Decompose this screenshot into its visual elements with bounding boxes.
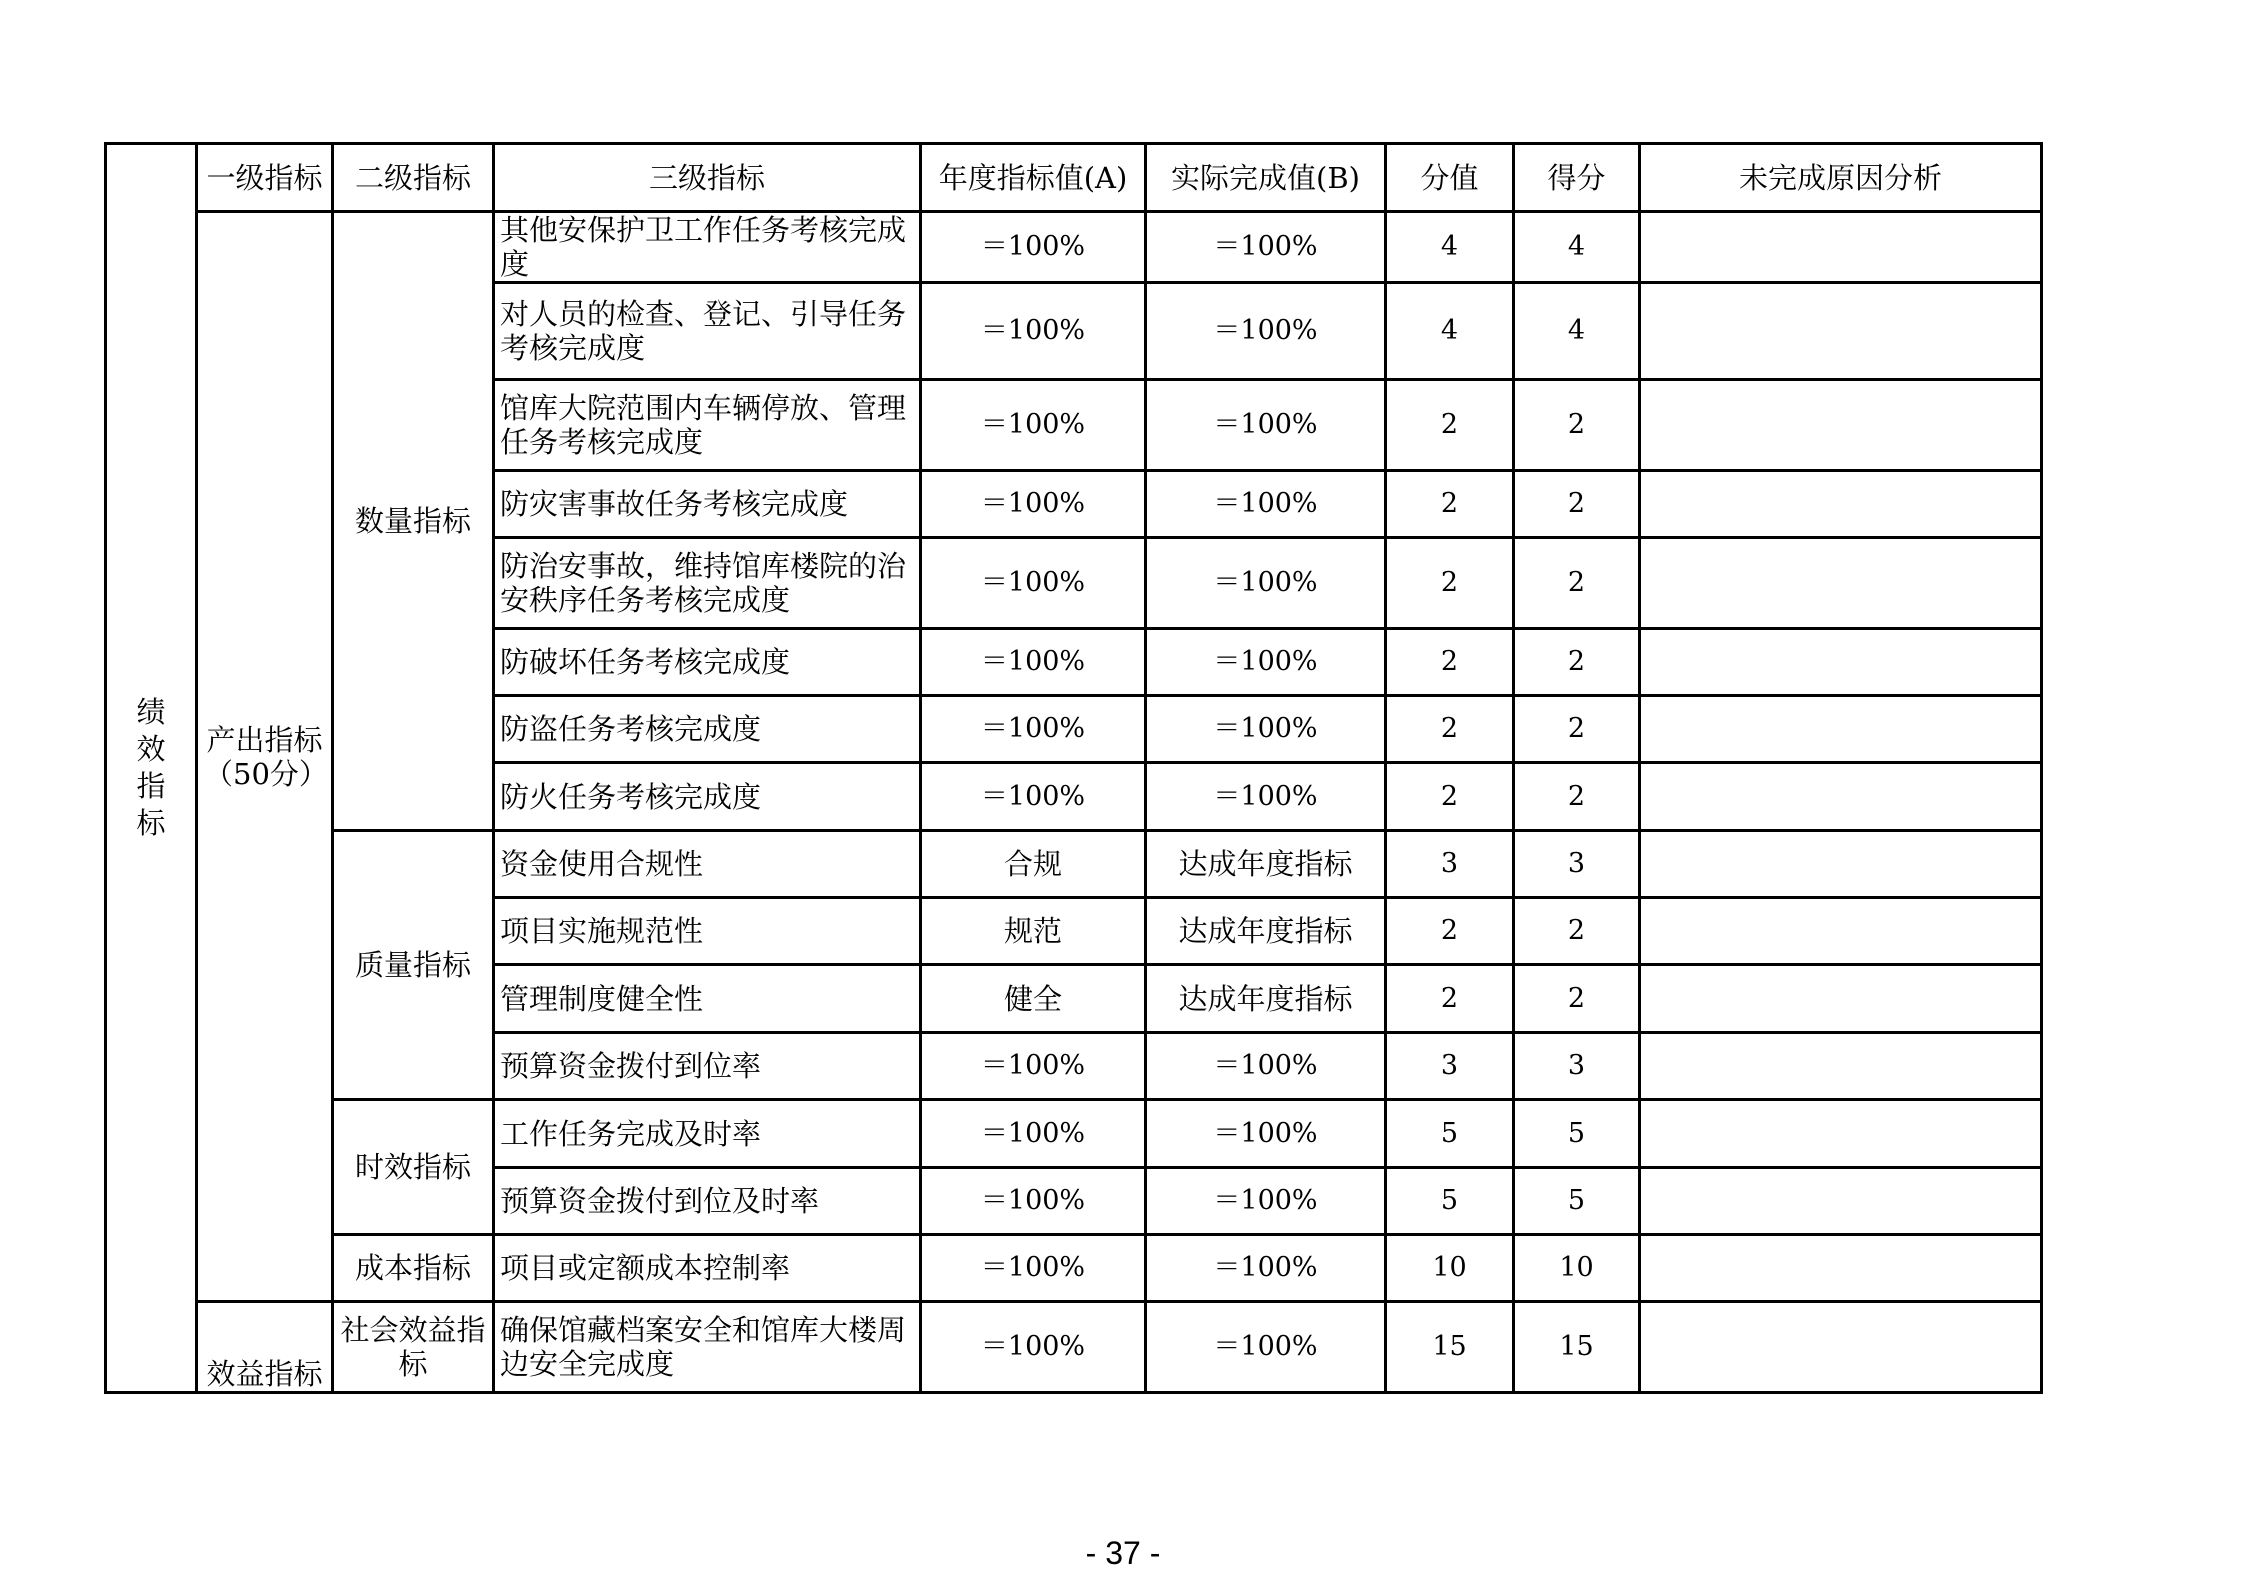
header-level2: 二级指标 bbox=[333, 144, 494, 212]
value-cell: 2 bbox=[1386, 965, 1514, 1033]
score-cell: 5 bbox=[1514, 1100, 1640, 1168]
target-cell: ＝100% bbox=[921, 1100, 1146, 1168]
actual-cell: ＝100% bbox=[1146, 283, 1386, 380]
score-cell: 3 bbox=[1514, 831, 1640, 898]
reason-cell bbox=[1640, 380, 2042, 471]
score-cell: 2 bbox=[1514, 696, 1640, 763]
actual-cell: ＝100% bbox=[1146, 1235, 1386, 1302]
header-level1: 一级指标 bbox=[197, 144, 333, 212]
header-target: 年度指标值(A) bbox=[921, 144, 1146, 212]
target-cell: 规范 bbox=[921, 898, 1146, 965]
value-cell: 5 bbox=[1386, 1100, 1514, 1168]
reason-cell bbox=[1640, 1235, 2042, 1302]
reason-cell bbox=[1640, 898, 2042, 965]
target-cell: ＝100% bbox=[921, 763, 1146, 831]
actual-cell: ＝100% bbox=[1146, 696, 1386, 763]
target-cell: ＝100% bbox=[921, 629, 1146, 696]
performance-table bbox=[104, 142, 2043, 1394]
reason-cell bbox=[1640, 763, 2042, 831]
indicator-cell: 防盗任务考核完成度 bbox=[494, 696, 921, 763]
actual-cell: ＝100% bbox=[1146, 538, 1386, 629]
score-cell: 10 bbox=[1514, 1235, 1640, 1302]
reason-cell bbox=[1640, 965, 2042, 1033]
score-cell: 2 bbox=[1514, 471, 1640, 538]
reason-cell bbox=[1640, 1100, 2042, 1168]
reason-cell bbox=[1640, 538, 2042, 629]
indicator-cell: 防破坏任务考核完成度 bbox=[494, 629, 921, 696]
target-cell: ＝100% bbox=[921, 1033, 1146, 1100]
value-cell: 3 bbox=[1386, 831, 1514, 898]
target-cell: ＝100% bbox=[921, 1302, 1146, 1393]
indicator-cell: 防火任务考核完成度 bbox=[494, 763, 921, 831]
actual-cell: ＝100% bbox=[1146, 471, 1386, 538]
value-cell: 2 bbox=[1386, 538, 1514, 629]
reason-cell bbox=[1640, 696, 2042, 763]
reason-cell bbox=[1640, 212, 2042, 283]
value-cell: 4 bbox=[1386, 283, 1514, 380]
reason-cell bbox=[1640, 1033, 2042, 1100]
value-cell: 2 bbox=[1386, 898, 1514, 965]
target-cell: ＝100% bbox=[921, 471, 1146, 538]
actual-cell: 达成年度指标 bbox=[1146, 831, 1386, 898]
value-cell: 15 bbox=[1386, 1302, 1514, 1393]
indicator-cell: 资金使用合规性 bbox=[494, 831, 921, 898]
actual-cell: ＝100% bbox=[1146, 380, 1386, 471]
target-cell: 健全 bbox=[921, 965, 1146, 1033]
group-benefit: 效益指标 bbox=[197, 1302, 333, 1393]
score-cell: 5 bbox=[1514, 1168, 1640, 1235]
score-cell: 2 bbox=[1514, 538, 1640, 629]
header-score-value: 分值 bbox=[1386, 144, 1514, 212]
subgroup-social: 社会效益指标 bbox=[333, 1302, 494, 1393]
reason-cell bbox=[1640, 629, 2042, 696]
indicator-cell: 防灾害事故任务考核完成度 bbox=[494, 471, 921, 538]
table-row bbox=[106, 831, 2042, 898]
group-output bbox=[197, 212, 333, 1302]
value-cell: 4 bbox=[1386, 212, 1514, 283]
value-cell: 10 bbox=[1386, 1235, 1514, 1302]
category-cell bbox=[106, 144, 197, 1393]
value-cell: 3 bbox=[1386, 1033, 1514, 1100]
actual-cell: 达成年度指标 bbox=[1146, 965, 1386, 1033]
subgroup-quality: 质量指标 bbox=[333, 831, 494, 1100]
target-cell: ＝100% bbox=[921, 1235, 1146, 1302]
header-reason: 未完成原因分析 bbox=[1640, 144, 2042, 212]
indicator-cell: 项目实施规范性 bbox=[494, 898, 921, 965]
value-cell: 2 bbox=[1386, 380, 1514, 471]
table-row bbox=[106, 1302, 2042, 1393]
score-cell: 2 bbox=[1514, 380, 1640, 471]
indicator-cell: 项目或定额成本控制率 bbox=[494, 1235, 921, 1302]
score-cell: 15 bbox=[1514, 1302, 1640, 1393]
header-actual: 实际完成值(B) bbox=[1146, 144, 1386, 212]
value-cell: 5 bbox=[1386, 1168, 1514, 1235]
actual-cell: ＝100% bbox=[1146, 212, 1386, 283]
table-row bbox=[106, 1100, 2042, 1168]
table-header-row bbox=[106, 144, 2042, 212]
score-cell: 4 bbox=[1514, 283, 1640, 380]
page-number: - 37 - bbox=[1085, 1535, 1161, 1571]
subgroup-cost: 成本指标 bbox=[333, 1235, 494, 1302]
value-cell: 2 bbox=[1386, 763, 1514, 831]
indicator-cell: 预算资金拨付到位及时率 bbox=[494, 1168, 921, 1235]
indicator-cell: 工作任务完成及时率 bbox=[494, 1100, 921, 1168]
actual-cell: ＝100% bbox=[1146, 1033, 1386, 1100]
subgroup-quantity: 数量指标 bbox=[333, 212, 494, 831]
score-cell: 2 bbox=[1514, 898, 1640, 965]
table-row bbox=[106, 212, 2042, 283]
indicator-cell: 确保馆藏档案安全和馆库大楼周边安全完成度 bbox=[494, 1302, 921, 1393]
actual-cell: ＝100% bbox=[1146, 1100, 1386, 1168]
group-output-label: 产出指标（50分） bbox=[204, 722, 328, 791]
reason-cell bbox=[1640, 471, 2042, 538]
target-cell: ＝100% bbox=[921, 538, 1146, 629]
indicator-cell: 其他安保护卫工作任务考核完成度 bbox=[494, 212, 921, 283]
indicator-cell: 预算资金拨付到位率 bbox=[494, 1033, 921, 1100]
score-cell: 2 bbox=[1514, 629, 1640, 696]
value-cell: 2 bbox=[1386, 629, 1514, 696]
actual-cell: ＝100% bbox=[1146, 1302, 1386, 1393]
subgroup-timeliness: 时效指标 bbox=[333, 1100, 494, 1235]
indicator-cell: 馆库大院范围内车辆停放、管理任务考核完成度 bbox=[494, 380, 921, 471]
score-cell: 4 bbox=[1514, 212, 1640, 283]
table-row bbox=[106, 1235, 2042, 1302]
reason-cell bbox=[1640, 1168, 2042, 1235]
actual-cell: ＝100% bbox=[1146, 629, 1386, 696]
target-cell: ＝100% bbox=[921, 380, 1146, 471]
reason-cell bbox=[1640, 283, 2042, 380]
reason-cell bbox=[1640, 831, 2042, 898]
category-label: 绩效指标 bbox=[136, 695, 166, 840]
target-cell: ＝100% bbox=[921, 283, 1146, 380]
indicator-cell: 防治安事故，维持馆库楼院的治安秩序任务考核完成度 bbox=[494, 538, 921, 629]
actual-cell: ＝100% bbox=[1146, 1168, 1386, 1235]
target-cell: 合规 bbox=[921, 831, 1146, 898]
indicator-cell: 对人员的检查、登记、引导任务考核完成度 bbox=[494, 283, 921, 380]
value-cell: 2 bbox=[1386, 471, 1514, 538]
actual-cell: 达成年度指标 bbox=[1146, 898, 1386, 965]
target-cell: ＝100% bbox=[921, 212, 1146, 283]
target-cell: ＝100% bbox=[921, 1168, 1146, 1235]
header-level3: 三级指标 bbox=[494, 144, 921, 212]
indicator-cell: 管理制度健全性 bbox=[494, 965, 921, 1033]
actual-cell: ＝100% bbox=[1146, 763, 1386, 831]
value-cell: 2 bbox=[1386, 696, 1514, 763]
score-cell: 2 bbox=[1514, 965, 1640, 1033]
header-score: 得分 bbox=[1514, 144, 1640, 212]
reason-cell bbox=[1640, 1302, 2042, 1393]
score-cell: 2 bbox=[1514, 763, 1640, 831]
score-cell: 3 bbox=[1514, 1033, 1640, 1100]
target-cell: ＝100% bbox=[921, 696, 1146, 763]
